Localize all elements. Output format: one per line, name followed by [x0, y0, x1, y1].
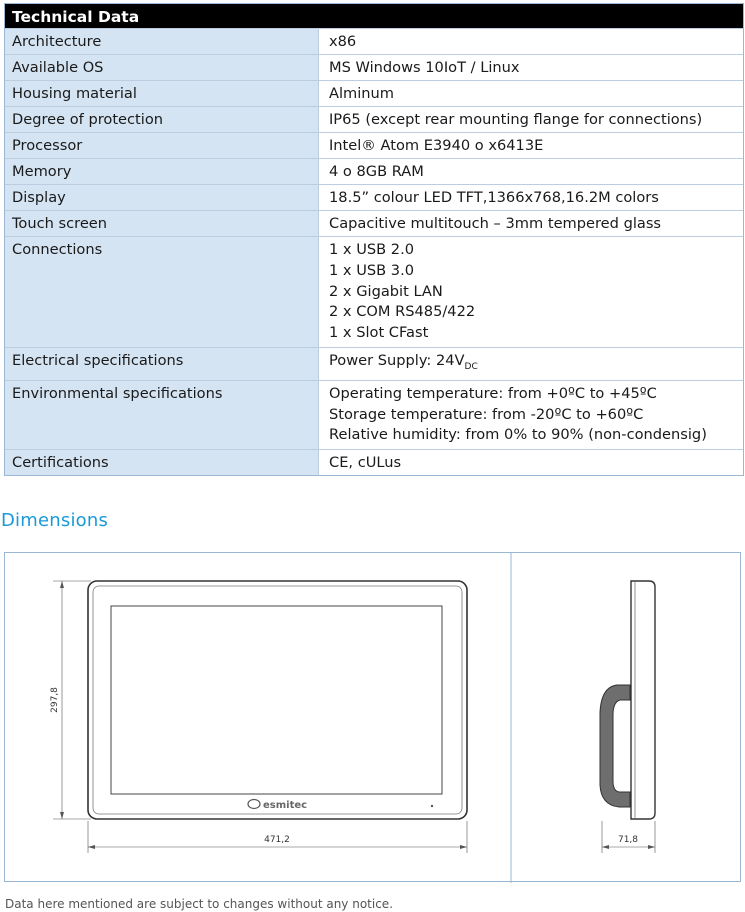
- row-label: Electrical specifications: [5, 348, 319, 380]
- table-row: [5, 54, 743, 80]
- row-value-text: Capacitive multitouch – 3mm tempered glass: [329, 215, 662, 232]
- row-value: [319, 237, 743, 347]
- row-value-text: 2 x Gigabit LAN: [329, 282, 443, 300]
- table-row: [5, 80, 743, 106]
- row-value-line: [329, 282, 743, 303]
- row-value-text: 2 x COM RS485/422: [329, 303, 476, 321]
- row-value: [319, 55, 743, 80]
- row-value-line: [329, 453, 743, 472]
- row-label: Connections: [5, 237, 319, 347]
- row-value-line: [329, 32, 743, 51]
- row-value-line: [329, 351, 743, 377]
- row-value-text: x86: [329, 33, 357, 50]
- row-value: [319, 133, 743, 158]
- row-value-text: Operating temperature: from +0ºC to +45ºC: [329, 384, 657, 402]
- row-value-line: [329, 261, 743, 282]
- row-value-text: CE, cULus: [329, 454, 402, 472]
- row-value-line: [329, 188, 743, 207]
- depth-label: 71,8: [617, 835, 639, 845]
- table-row: [5, 28, 743, 54]
- table-row: [5, 347, 743, 380]
- screen-area: [111, 606, 442, 794]
- row-value-text: IP65 (except rear mounting flange for connections): [329, 111, 703, 128]
- row-value-text: Relative humidity: from 0% to 90% (non-condensig): [329, 426, 707, 444]
- row-value-text: 1 x USB 3.0: [329, 261, 415, 279]
- technical-data-header: Technical Data: [5, 4, 743, 28]
- table-row: [5, 380, 743, 449]
- row-value-line: [329, 384, 743, 405]
- row-label: Degree of protection: [5, 107, 319, 132]
- row-value: [319, 348, 743, 380]
- row-label: Certifications: [5, 450, 319, 475]
- row-value-line: [329, 84, 743, 103]
- row-value-line: [329, 214, 743, 233]
- row-value: [319, 159, 743, 184]
- row-value: [319, 185, 743, 210]
- panel-bezel: [93, 586, 462, 814]
- power-led: [431, 805, 433, 807]
- technical-data-table: [4, 3, 744, 476]
- dimensions-title: Dimensions: [1, 510, 109, 531]
- row-value-line: [329, 425, 743, 446]
- technical-data-rows: [5, 28, 743, 475]
- row-label: Memory: [5, 159, 319, 184]
- brand-logo: [248, 800, 307, 812]
- row-value: [319, 107, 743, 132]
- table-row: [5, 158, 743, 184]
- mounting-flange: [600, 685, 630, 807]
- row-value-line: [329, 58, 743, 77]
- front-view: [53, 581, 467, 853]
- row-value-text: 1 x Slot CFast: [329, 324, 429, 342]
- row-value-line: [329, 240, 743, 261]
- table-row: [5, 132, 743, 158]
- table-row: [5, 236, 743, 347]
- technical-drawing: [5, 553, 742, 883]
- row-label: Architecture: [5, 29, 319, 54]
- row-label: Available OS: [5, 55, 319, 80]
- row-value: [319, 450, 743, 475]
- row-value-text: Power Supply: 24V: [329, 351, 465, 369]
- row-label: Environmental specifications: [5, 381, 319, 449]
- row-value-line: [329, 136, 743, 155]
- row-label: Processor: [5, 133, 319, 158]
- table-row: [5, 106, 743, 132]
- height-label: 297,8: [50, 687, 60, 713]
- row-value: [319, 29, 743, 54]
- side-view: [600, 581, 655, 853]
- table-row: [5, 210, 743, 236]
- width-label: 471,2: [264, 835, 290, 845]
- footnote: Data here mentioned are subject to changes without any notice.: [5, 897, 394, 911]
- row-value: [319, 211, 743, 236]
- row-value-text: MS Windows 10IoT / Linux: [329, 59, 520, 76]
- row-value-text: Storage temperature: from -20ºC to +60ºC: [329, 405, 644, 423]
- dimensions-drawing: [4, 552, 741, 882]
- row-value-text: 1 x USB 2.0: [329, 241, 415, 258]
- row-value-text: 4 o 8GB RAM: [329, 163, 424, 180]
- table-row: [5, 184, 743, 210]
- row-label: Housing material: [5, 81, 319, 106]
- row-value-line: [329, 323, 743, 344]
- row-label: Display: [5, 185, 319, 210]
- value-subscript: DC: [464, 361, 478, 372]
- row-label: Touch screen: [5, 211, 319, 236]
- row-value-line: [329, 110, 743, 129]
- row-value-line: [329, 405, 743, 426]
- row-value: [319, 81, 743, 106]
- row-value: [319, 381, 743, 449]
- row-value-text: Alminum: [329, 85, 395, 102]
- table-row: [5, 449, 743, 475]
- panel-outline: [88, 581, 467, 819]
- brand-wordmark: esmitec: [263, 800, 308, 811]
- row-value-text: 18.5” colour LED TFT,1366x768,16.2M colors: [329, 189, 659, 206]
- row-value-text: Intel® Atom E3940 o x6413E: [329, 137, 544, 154]
- row-value-line: [329, 302, 743, 323]
- row-value-line: [329, 162, 743, 181]
